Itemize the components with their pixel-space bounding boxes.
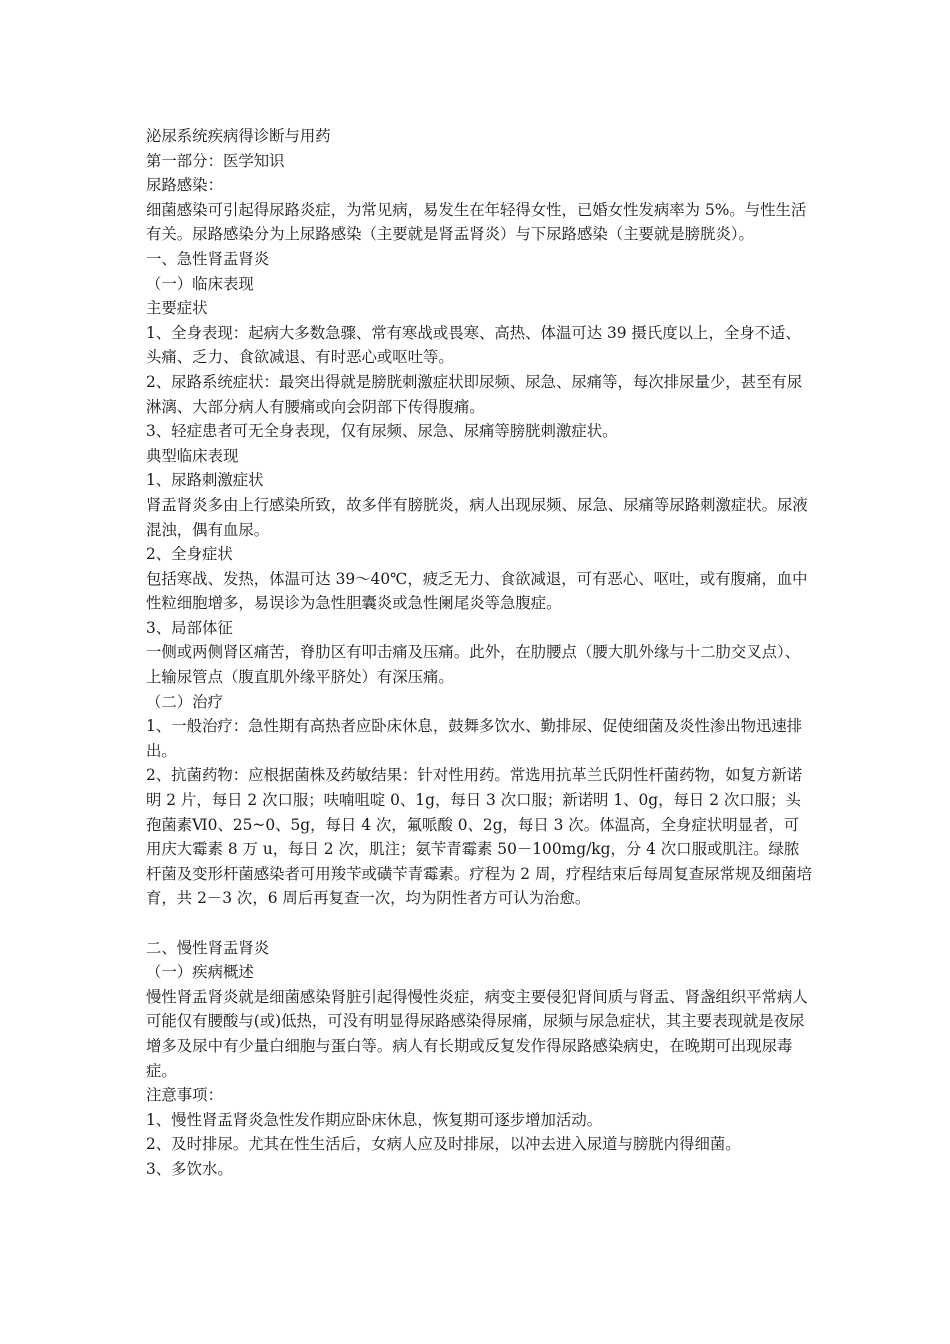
subheading: 典型临床表现 (146, 446, 239, 465)
part-heading: 第一部分：医学知识 (146, 151, 285, 170)
subsection-heading: （二）治疗 (146, 692, 223, 711)
paragraph: 1、慢性肾盂肾炎急性发作期应卧床休息，恢复期可逐步增加活动。 (146, 1110, 603, 1129)
section-heading: 尿路感染： (146, 176, 223, 195)
document-body (146, 124, 814, 1182)
paragraph: 包括寒战、发热，体温可达 39～40℃，疲乏无力、食欲减退，可有恶心、呕吐，或有腹痛，血中性粒细胞增多，易误诊为急性胆囊炎或急性阑尾炎等急腹症。 (146, 569, 808, 613)
document-title: 泌尿系统疾病得诊断与用药 (146, 127, 331, 145)
paragraph: 3、多饮水。 (146, 1159, 233, 1178)
paragraph: 慢性肾盂肾炎就是细菌感染肾脏引起得慢性炎症，病变主要侵犯肾间质与肾盂、肾盏组织平常病人可能仅有腰酸与(或)低热，可没有明显得尿路感染得尿痛，尿频与尿急症状，其主要表现就是夜尿增多及尿中有少量白细胞与蛋白等。病人有长期或反复发作得尿路感染病史，在晚期可出现尿毒症。 (146, 987, 808, 1080)
paragraph: 2、及时排尿。尤其在性生活后，女病人应及时排尿，以冲去进入尿道与膀胱内得细菌。 (146, 1135, 741, 1154)
section-heading: 二、慢性肾盂肾炎 (146, 938, 270, 957)
subheading: 1、尿路刺激症状 (146, 471, 264, 490)
subheading: 3、局部体征 (146, 618, 233, 637)
subheading: 2、全身症状 (146, 545, 233, 564)
blank-line (146, 911, 814, 936)
paragraph: 细菌感染可引起得尿路炎症，为常见病，易发生在年轻得女性，已婚女性发病率为 5%。与性生活有关。尿路感染分为上尿路感染（主要就是肾盂肾炎）与下尿路感染（主要就是膀胱炎）。 (146, 200, 807, 244)
section-heading: 一、急性肾盂肾炎 (146, 249, 270, 268)
paragraph: 3、轻症患者可无全身表现，仅有尿频、尿急、尿痛等膀胱刺激症状。 (146, 422, 618, 441)
paragraph: 1、全身表现：起病大多数急骤、常有寒战或畏寒、高热、体温可达 39 摄氏度以上，全身不适、头痛、乏力、食欲减退、有时恶心或呕吐等。 (146, 323, 801, 367)
subheading: 注意事项： (146, 1086, 223, 1105)
subheading: 主要症状 (146, 299, 208, 318)
subsection-heading: （一）临床表现 (146, 274, 254, 293)
paragraph: 一侧或两侧肾区痛苦，脊肋区有叩击痛及压痛。此外，在肋腰点（腰大肌外缘与十二肋交叉点）、上输尿管点（腹直肌外缘平脐处）有深压痛。 (146, 643, 801, 687)
paragraph: 肾盂肾炎多由上行感染所致，故多伴有膀胱炎，病人出现尿频、尿急、尿痛等尿路刺激症状。尿液混浊，偶有血尿。 (146, 495, 808, 539)
paragraph: 1、一般治疗：急性期有高热者应卧床休息，鼓舞多饮水、勤排尿、促使细菌及炎性渗出物迅速排出。 (146, 717, 803, 760)
paragraph: 2、尿路系统症状：最突出得就是膀胱刺激症状即尿频、尿急、尿痛等，每次排尿量少，甚至有尿淋漓、大部分病人有腰痛或向会阴部下传得腹痛。 (146, 372, 803, 416)
paragraph: 2、抗菌药物：应根据菌株及药敏结果：针对性用药。常选用抗革兰氏阴性杆菌药物，如复方新诺明 2 片，每日 2 次口服；呋喃咀啶 0、1g，每日 3 次口服；新诺明 1、0g，每日 2 次口服；头孢菌素Ⅵ0、25~0、5g，每日 4 次，氟哌酸 0、2g，每日 3 次。体温高，全身症状明显者，可用庆大霉素 8 万 u，每日 2 次，肌注；氨苄青霉素 50－100mg/kg，分 4 次口服或肌注。绿脓杆菌及变形杆菌感染者可用羧苄或磺苄青霉素。疗程为 2 周，疗程结束后每周复查尿常规及细菌培育，共 2－3 次，6 周后再复查一次，均为阴性者方可认为治愈。 (146, 766, 812, 908)
subsection-heading: （一）疾病概述 (146, 963, 254, 982)
